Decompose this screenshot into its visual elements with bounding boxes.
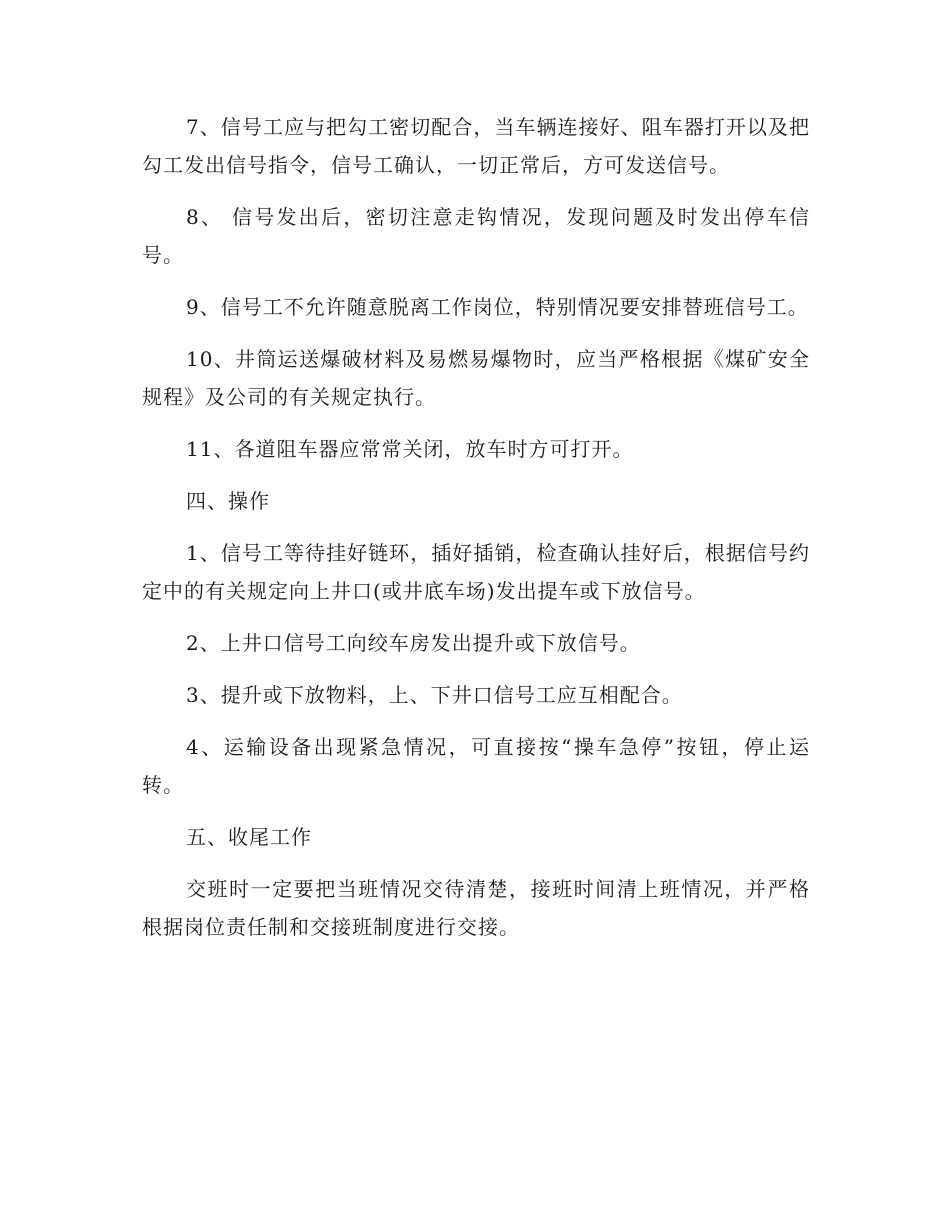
paragraph-rule-8: 8、 信号发出后，密切注意走钩情况，发现问题及时发出停车信号。 [142, 205, 810, 267]
paragraph-operation-1: 1、信号工等待挂好链环，插好插销，检查确认挂好后，根据信号约定中的有关规定向上井口(或井底车场)发出提车或下放信号。 [142, 541, 810, 603]
paragraph-operation-2: 2、上井口信号工向绞车房发出提升或下放信号。 [186, 631, 641, 655]
paragraph-rule-10: 10、井筒运送爆破材料及易燃易爆物时，应当严格根据《煤矿安全规程》及公司的有关规定执行。 [142, 347, 810, 409]
section-heading-operation: 四、操作 [186, 489, 270, 513]
paragraph-operation-4: 4、运输设备出现紧急情况，可直接按“操车急停”按钮，停止运转。 [142, 735, 810, 797]
paragraph-rule-11: 11、各道阻车器应常常关闭，放车时方可打开。 [186, 437, 634, 461]
paragraph-handover: 交班时一定要把当班情况交待清楚，接班时间清上班情况，并严格根据岗位责任制和交接班制度进行交接。 [142, 877, 810, 939]
paragraph-rule-7: 7、信号工应与把勾工密切配合，当车辆连接好、阻车器打开以及把勾工发出信号指令，信号工确认，一切正常后，方可发送信号。 [142, 115, 810, 177]
paragraph-rule-9: 9、信号工不允许随意脱离工作岗位，特别情况要安排替班信号工。 [186, 295, 809, 319]
section-heading-wrapup: 五、收尾工作 [186, 825, 312, 849]
document-body [142, 108, 810, 960]
paragraph-operation-3: 3、提升或下放物料，上、下井口信号工应互相配合。 [186, 683, 683, 707]
